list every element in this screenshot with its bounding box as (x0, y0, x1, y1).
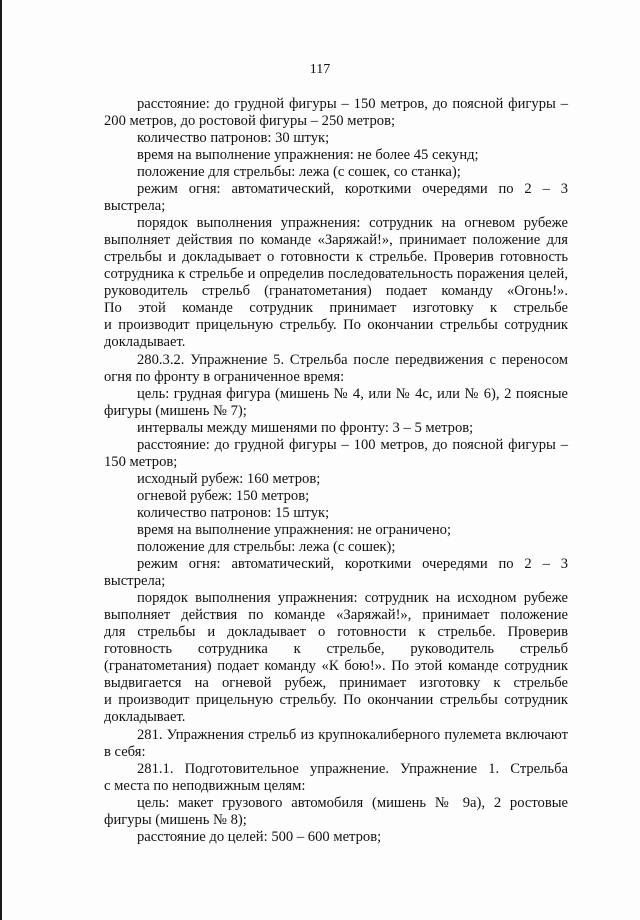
text-line: 280.3.2. Упражнение 5. Стрельба после передвижения с переносом (137, 352, 568, 368)
text-line: положение для стрельбы: лежа (с сошек, со станка); (137, 164, 461, 180)
text-line: выдвигается на огневой рубеж, принимает изготовку к стрельбе (104, 675, 568, 691)
text-line: 200 метров, до ростовой фигуры – 250 метров; (104, 113, 396, 129)
text-line: 150 метров; (104, 454, 178, 470)
text-line: По этой команде сотрудник принимает изготовку к стрельбе (104, 300, 568, 316)
text-line: время на выполнение упражнения: не ограничено; (137, 522, 452, 538)
text-line: огня по фронту в ограниченное время: (104, 369, 345, 385)
text-line: интервалы между мишенями по фронту: 3 – 5 метров; (137, 420, 474, 436)
text-line: сотрудника к стрельбе и определив последовательность поражения целей, (104, 266, 568, 282)
text-line: 281. Упражнения стрельб из крупнокалиберного пулемета включают (137, 727, 568, 743)
text-line: выстрела; (104, 198, 166, 214)
text-line: стрельбы и докладывает о готовности к стрельбе. Проверив готовность (104, 249, 568, 265)
text-line: положение для стрельбы: лежа (с сошек); (137, 539, 396, 555)
text-line: выполняет действия по команде «Заряжай!», принимает положение для (104, 232, 568, 248)
text-line: и производит прицельную стрельбу. По окончании стрельбы сотрудник (104, 692, 568, 708)
text-line: с места по неподвижным целям: (104, 778, 306, 794)
text-line: порядок выполнения упражнения: сотрудник на исходном рубеже (137, 590, 568, 606)
text-line: цель: макет грузового автомобиля (мишень № 9а), 2 ростовые (137, 795, 568, 811)
text-line: в себя: (104, 744, 146, 760)
text-line: (гранатометания) подает команду «К бою!». По этой команде сотрудник (104, 658, 568, 674)
page-number: 117 (309, 62, 331, 77)
text-line: докладывает. (104, 334, 186, 350)
text-line: количество патронов: 30 штук; (137, 130, 330, 146)
text-line: выстрела; (104, 573, 166, 589)
text-line: время на выполнение упражнения: не более 45 секунд; (137, 147, 479, 163)
text-line: цель: грудная фигура (мишень № 4, или № 4с, или № 6), 2 поясные (137, 386, 568, 402)
text-line: фигуры (мишень № 8); (104, 812, 247, 828)
text-line: докладывает. (104, 709, 186, 725)
text-line: огневой рубеж: 150 метров; (137, 488, 310, 504)
text-line: количество патронов: 15 штук; (137, 505, 330, 521)
text-line: исходный рубеж: 160 метров; (137, 471, 321, 487)
text-line: готовность сотрудника к стрельбе, руководитель стрельб (104, 641, 568, 657)
text-line: фигуры (мишень № 7); (104, 403, 247, 419)
text-line: порядок выполнения упражнения: сотрудник на огневом рубеже (137, 215, 568, 231)
page-edge-shadow (0, 0, 2, 920)
text-line: режим огня: автоматический, короткими очередями по 2 – 3 (137, 181, 568, 197)
text-line: руководитель стрельб (гранатометания) подает команду «Огонь!». (104, 283, 568, 299)
text-line: расстояние до целей: 500 – 600 метров; (137, 829, 382, 845)
text-line: и производит прицельную стрельбу. По окончании стрельбы сотрудник (104, 317, 568, 333)
text-line: расстояние: до грудной фигуры – 100 метров, до поясной фигуры – (137, 437, 568, 453)
text-line: для стрельбы и докладывает о готовности к стрельбе. Проверив (104, 624, 568, 640)
text-line: выполняет действия по команде «Заряжай!», принимает положение (104, 607, 568, 623)
text-line: режим огня: автоматический, короткими очередями по 2 – 3 (137, 556, 568, 572)
text-line: расстояние: до грудной фигуры – 150 метров, до поясной фигуры – (137, 96, 568, 112)
text-line: 281.1. Подготовительное упражнение. Упражнение 1. Стрельба (137, 761, 568, 777)
